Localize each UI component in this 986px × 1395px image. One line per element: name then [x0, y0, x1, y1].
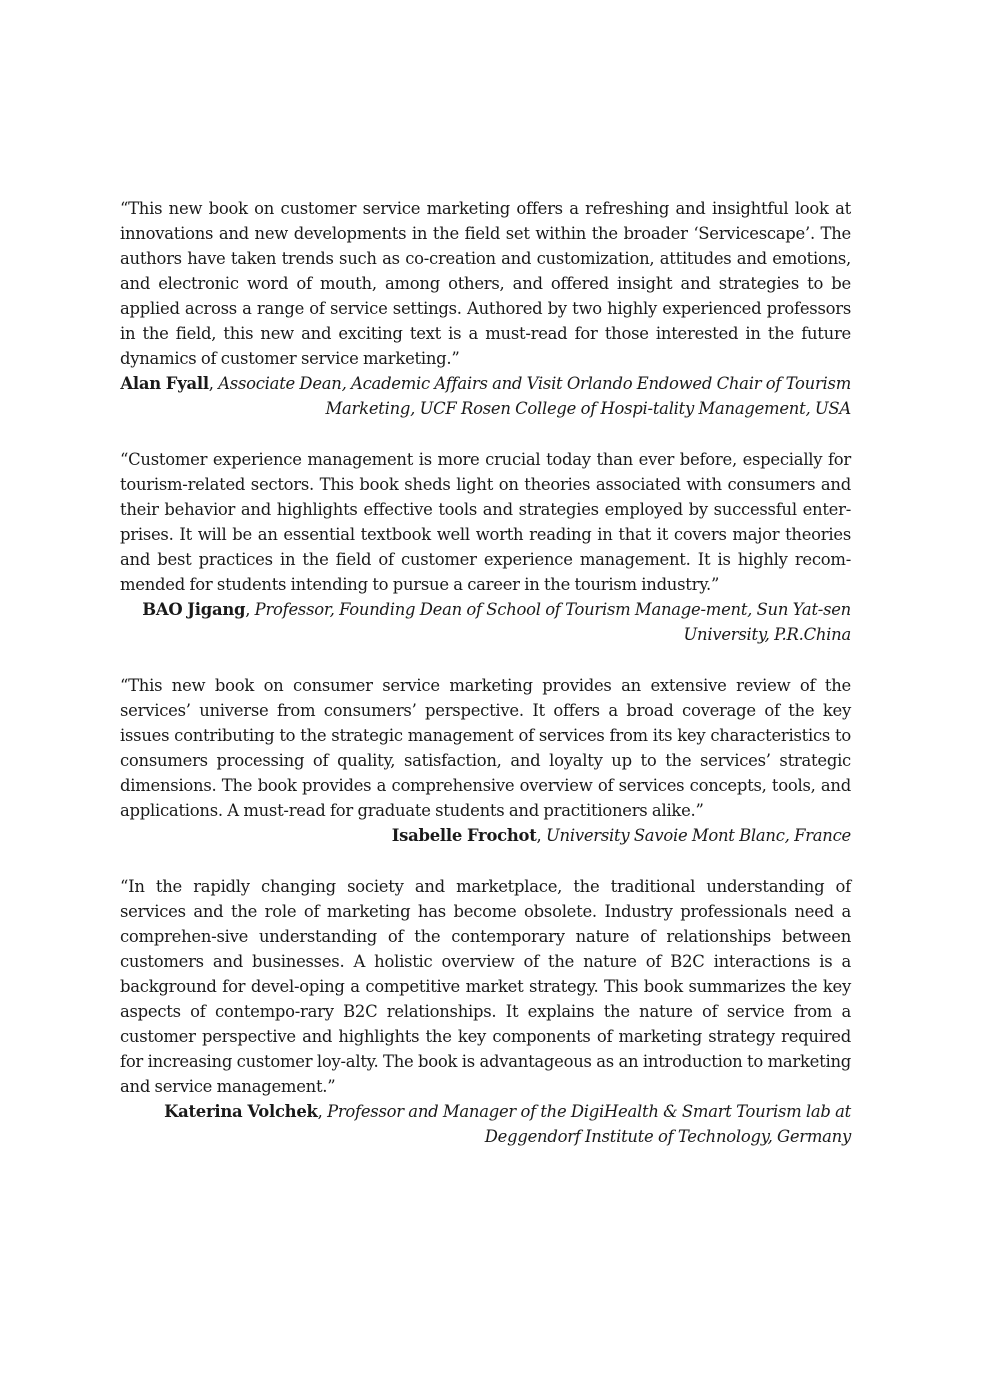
endorsements-page	[120, 196, 851, 1175]
endorser-name: BAO Jigang	[142, 600, 246, 619]
endorsement-quote: “This new book on customer service marketing offers a refreshing and insightful look at innovations and new developments in the field set within the broader ‘Servicescape’. The authors have taken trends such as co-creation and customization, attitudes and emotions, and electronic word of mouth, among others, and offered insight and strategies to be applied across a range of service settings. Authored by two highly experienced professors in the field, this new and exciting text is a must-read for those interested in the future dynamics of customer service marketing.”	[120, 199, 851, 368]
endorsement-quote: “Customer experience management is more crucial today than ever before, especially for tourism-related sectors. This book sheds light on theories associated with consumers and their behavior and highlights effective tools and strategies employed by successful enter-prises. It will be an essential textbook well worth reading in that it covers major theories and best practices in the field of customer experience management. It is highly recom-mended for students intending to pursue a career in the tourism industry.”	[120, 450, 851, 594]
endorsement-quote: “In the rapidly changing society and marketplace, the traditional understanding of services and the role of marketing has become obsolete. Industry professionals need a comprehen-sive understanding of the contemporary nature of relationships between customers and businesses. A holistic overview of the nature of B2C interactions is a background for devel-oping a competitive market strategy. This book summarizes the key aspects of contempo-rary B2C relationships. It explains the nature of service from a customer perspective and highlights the key components of marketing strategy required for increasing customer loy-alty. The book is advantageous as an introduction to marketing and service management.”	[120, 877, 851, 1096]
attribution-separator: ,	[317, 1102, 328, 1121]
endorser-name: Alan Fyall	[120, 374, 209, 393]
endorsement-frochot	[120, 673, 851, 848]
endorser-affiliation: Associate Dean, Academic Affairs and Visit Orlando Endowed Chair of Tourism Marketing, UCF Rosen College of Hospi-tality Management, USA	[218, 374, 851, 418]
endorsement-bao	[120, 447, 851, 647]
endorsement-fyall	[120, 196, 851, 421]
endorser-affiliation: University Savoie Mont Blanc, France	[545, 826, 851, 845]
endorsement-volchek	[120, 874, 851, 1149]
attribution-separator: ,	[208, 374, 219, 393]
endorser-affiliation: Professor and Manager of the DigiHealth & Smart Tourism lab at Deggendorf Institute of Technology, Germany	[327, 1102, 851, 1146]
endorsement-attribution	[120, 597, 851, 647]
endorsement-attribution	[120, 823, 851, 848]
endorsement-attribution	[120, 1099, 851, 1149]
endorser-name: Isabelle Frochot	[391, 826, 537, 845]
attribution-separator: ,	[245, 600, 255, 619]
endorser-affiliation: Professor, Founding Dean of School of Tourism Manage-ment, Sun Yat-sen University, P.R.China	[254, 600, 851, 644]
endorser-name: Katerina Volchek	[164, 1102, 318, 1121]
endorsement-attribution	[120, 371, 851, 421]
endorsement-quote: “This new book on consumer service marketing provides an extensive review of the services’ universe from consumers’ perspective. It offers a broad coverage of the key issues contributing to the strategic management of services from its key characteristics to consumers processing of quality, satisfaction, and loyalty up to the services’ strategic dimensions. The book provides a comprehensive overview of services concepts, tools, and applications. A must-read for graduate students and practitioners alike.”	[120, 676, 851, 820]
attribution-separator: ,	[536, 826, 546, 845]
